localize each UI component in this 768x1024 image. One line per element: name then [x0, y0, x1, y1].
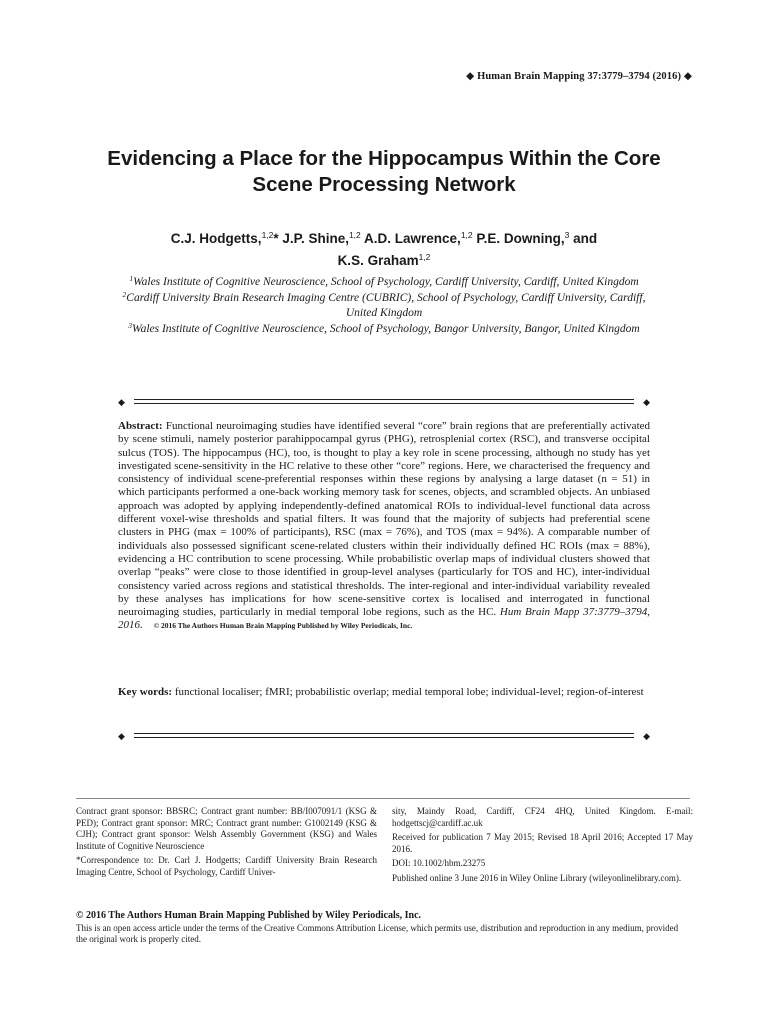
published-online: Published online 3 June 2016 in Wiley Online Library (wileyonlinelibrary.com).: [392, 872, 682, 883]
author-name: A.D. Lawrence,: [364, 231, 461, 246]
author-name: P.E. Downing,: [476, 231, 565, 246]
footnote-divider: [76, 798, 690, 799]
abstract-top-rule: [118, 396, 650, 408]
affiliation: [120, 291, 648, 322]
keywords-text: functional localiser; fMRI; probabilistic overlap; medial temporal lobe; individual-level; region-of-interest: [174, 686, 644, 698]
correspondence-footnote: *Correspondence to: Dr. Carl J. Hodgetts; Cardiff University Brain Research Imaging Centre, School of Psychology, Cardiff Univer-: [76, 855, 377, 877]
diamond-icon: ◆: [643, 731, 650, 741]
affiliation-text: Cardiff University Brain Research Imaging Centre (CUBRIC), School of Psychology, Cardiff University, Cardiff, United Kingdom: [126, 291, 646, 319]
affiliation: [120, 275, 648, 291]
journal-citation: Human Brain Mapping 37:3779–3794 (2016): [477, 71, 682, 82]
publication-dates: Received for publication 7 May 2015; Revised 18 April 2016; Accepted 17 May 2016.: [392, 832, 693, 854]
abstract-label: Abstract:: [118, 420, 163, 432]
diamond-icon: ◆: [118, 731, 125, 741]
abstract-citation: Hum Brain Mapp 37:3779–3794, 2016.: [118, 606, 650, 632]
footnotes-right: [392, 806, 693, 888]
keywords: [118, 686, 650, 700]
doi: DOI: 10.1002/hbm.23275: [392, 858, 486, 869]
license-copyright: © 2016 The Authors Human Brain Mapping Published by Wiley Periodicals, Inc.: [76, 910, 422, 921]
license-block: [76, 910, 690, 946]
diamond-icon: ◆: [118, 397, 125, 407]
author-affil-sup: 3: [564, 230, 570, 240]
abstract: [118, 420, 650, 633]
author-name: K.S. Graham: [337, 253, 419, 268]
affiliation-number: 3: [128, 320, 133, 330]
double-rule: [134, 733, 634, 738]
article-title: Evidencing a Place for the Hippocampus Within the Core Scene Processing Network: [107, 147, 661, 196]
diamond-icon: ◆: [683, 71, 692, 82]
affiliation-number: 1: [129, 274, 134, 283]
journal-header: [466, 70, 692, 82]
diamond-icon: ◆: [643, 397, 650, 407]
author-affil-sup: 1,2: [261, 230, 274, 240]
corresponding-mark: *: [273, 231, 279, 246]
affiliations: [120, 275, 648, 337]
affiliation: [120, 322, 648, 338]
author-affil-sup: 1,2: [460, 230, 473, 240]
author-name: J.P. Shine,: [282, 231, 349, 246]
diamond-icon: ◆: [466, 71, 475, 82]
author-connector: and: [573, 231, 598, 246]
abstract-copyright: © 2016 The Authors Human Brain Mapping Published by Wiley Periodicals, Inc.: [153, 621, 413, 631]
license-text: This is an open access article under the terms of the Creative Commons Attribution License, which permits use, distribution and reproduction in any medium, provided the original work is properly cited.: [76, 922, 679, 944]
keywords-label: Key words:: [118, 686, 173, 698]
abstract-text: Functional neuroimaging studies have identified several “core” brain regions that are preferentially activated by scene stimuli, namely posterior parahippocampal gyrus (PHG), retrosplenial cortex (RSC), and transverse occipital sulcus (TOS). The hippocampus (HC), too, is thought to play a key role in scene processing, although no study has yet investigated scene-sensitivity in the HC relative to these other “core” regions. Here, we characterised the frequency and consistency of individual scene-preferential responses within these regions by analysing a large dataset (n = 51) in which participants performed a one-back working memory task for scenes, objects, and scrambled objects. An unbiased approach was adopted by applying independently-defined anatomical ROIs to individual-level functional data across different voxel-wise thresholds and spatial filters. It was found that the majority of subjects had preferential scene clusters in PHG (max = 100% of participants), RSC (max = 76%), and TOS (max = 94%). A comparable number of individuals also possessed significant scene-related clusters within their individually defined HC ROIs (max = 88%), evidencing a HC contribution to scene processing. While probabilistic overlap maps of individual clusters showed that overlap “peaks” were close to those identified in group-level analyses (particularly for TOS and HC), inter-individual consistency varied across regions and statistical thresholds. The inter-regional and inter-individual variability revealed by these analyses has implications for how scene-sensitive cortex is localised and interrogated in functional neuroimaging studies, particularly in medial temporal lobe regions, such as the HC.: [118, 420, 651, 619]
abstract-bottom-rule: [118, 730, 650, 742]
grant-footnote: Contract grant sponsor: BBSRC; Contract grant number: BB/I007091/1 (KSG & PED); Contract grant sponsor: MRC; Contract grant number: G1002149 (KSG & CJH); Contract grant sponsor: Welsh Assembly Government (KSG) and Wales Institute of Cognitive Neuroscience: [76, 806, 377, 851]
author-name: C.J. Hodgetts,: [170, 231, 262, 246]
double-rule: [134, 399, 634, 404]
footnotes-left: [76, 806, 377, 882]
affiliation-text: Wales Institute of Cognitive Neuroscience, School of Psychology, Bangor University, Bangor, United Kingdom: [132, 322, 640, 335]
affiliation-number: 2: [122, 289, 127, 299]
author-affil-sup: 1,2: [348, 230, 361, 240]
correspondence-continued: sity, Maindy Road, Cardiff, CF24 4HQ, United Kingdom. E-mail: hodgettscj@cardiff.ac.uk: [392, 806, 693, 828]
author-affil-sup: 1,2: [418, 252, 431, 262]
author-list: [110, 228, 658, 272]
affiliation-text: Wales Institute of Cognitive Neuroscience, School of Psychology, Cardiff University, Cardiff, United Kingdom: [133, 276, 639, 288]
